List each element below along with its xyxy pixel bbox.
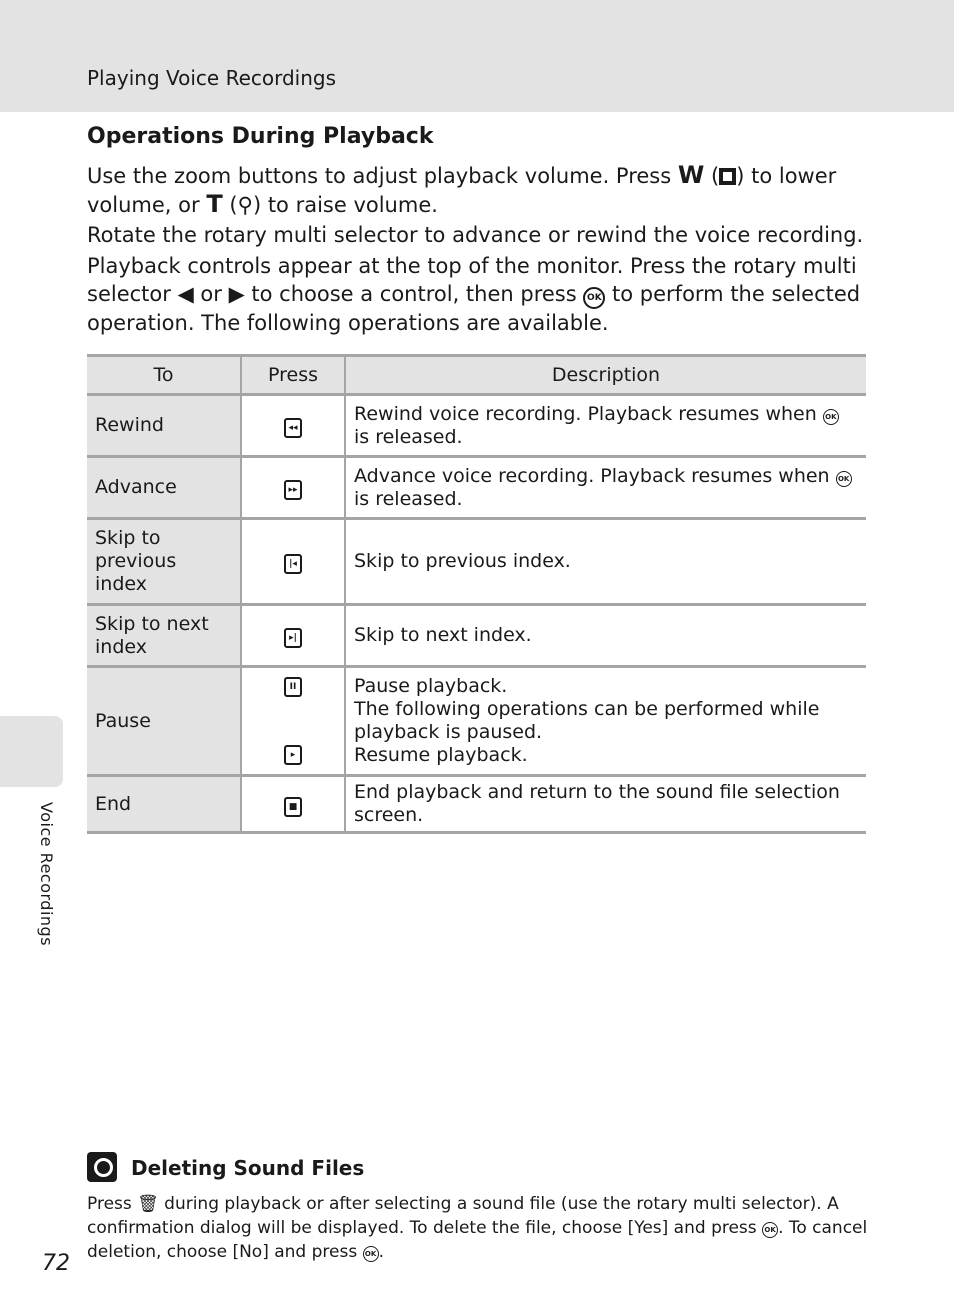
page-number: 72 [42, 1251, 70, 1276]
ok-button-icon: OK [823, 409, 839, 425]
header-to: To [87, 356, 241, 395]
note-magnifier-icon [87, 1152, 117, 1182]
table-row [87, 457, 866, 519]
row-description: Rewind voice recording. Playback resumes when OK is released. [345, 395, 866, 457]
row-description: Advance voice recording. Playback resumes when OK is released. [345, 457, 866, 519]
zoom-t-button-symbol: T [206, 190, 223, 218]
paragraph-rotate: Rotate the rotary multi selector to advance or rewind the voice recording. [87, 223, 864, 247]
ok-button-icon: OK [836, 471, 852, 487]
skip-previous-icon: |◂ [284, 554, 302, 574]
left-arrow-icon: ◀ [177, 282, 194, 306]
table-row [87, 395, 866, 457]
note-title: Deleting Sound Files [131, 1156, 365, 1180]
row-description: Skip to previous index. [345, 519, 866, 605]
skip-next-icon: ▸| [284, 628, 302, 648]
right-arrow-icon: ▶ [228, 282, 245, 306]
row-label: Skip to previous index [87, 519, 241, 605]
row-label: Rewind [87, 395, 241, 457]
header-description: Description [345, 356, 866, 395]
row-description: Pause playback. The following operations can be performed while playback is paused. Resume playback. [345, 667, 866, 776]
play-icon: ▸ [284, 745, 302, 765]
running-header: Playing Voice Recordings [87, 66, 337, 90]
stop-icon: ■ [284, 797, 302, 817]
chapter-tab [0, 716, 63, 787]
note-text: Press 🗑 during playback or after selecting a sound file (use the rotary multi selector). A confirmation dialog will be displayed. To delete the file, choose [Yes] and press OK . To cancel deletion, choose [No] and press OK . [87, 1194, 868, 1262]
advance-icon: ▸▸ [284, 480, 302, 500]
table-row [87, 667, 866, 776]
pause-icon: II [284, 677, 302, 697]
table-row [87, 519, 866, 605]
row-label: Pause [87, 667, 241, 776]
row-description: Skip to next index. [345, 605, 866, 667]
table-row [87, 605, 866, 667]
trash-icon: 🗑 [137, 1194, 159, 1214]
header-press: Press [241, 356, 345, 395]
ok-button-icon: OK [363, 1246, 379, 1262]
thumbnail-icon [719, 168, 736, 185]
ok-button-icon: OK [762, 1222, 778, 1238]
row-label: Skip to next index [87, 605, 241, 667]
rewind-icon: ◂◂ [284, 418, 302, 438]
table-row [87, 776, 866, 833]
magnify-icon: ⚲ [237, 193, 253, 217]
zoom-w-button-symbol: W [677, 161, 705, 189]
row-description: End playback and return to the sound file selection screen. [345, 776, 866, 833]
paragraph-volume: Use the zoom buttons to adjust playback volume. Press W ( ) to lower volume, or T (⚲) to raise volume. [87, 161, 837, 218]
row-label: Advance [87, 457, 241, 519]
chapter-label: Voice Recordings [37, 802, 56, 947]
ok-button-icon: OK [583, 287, 605, 309]
header-band [0, 0, 954, 112]
section-title: Operations During Playback [87, 124, 434, 149]
row-label: End [87, 776, 241, 833]
table-header-row [87, 356, 866, 395]
operations-table [87, 354, 866, 834]
paragraph-controls: Playback controls appear at the top of the monitor. Press the rotary multi selector ◀ or ▶ to choose a control, then press OK to perform the selected operation. The following operations are available. [87, 254, 861, 335]
